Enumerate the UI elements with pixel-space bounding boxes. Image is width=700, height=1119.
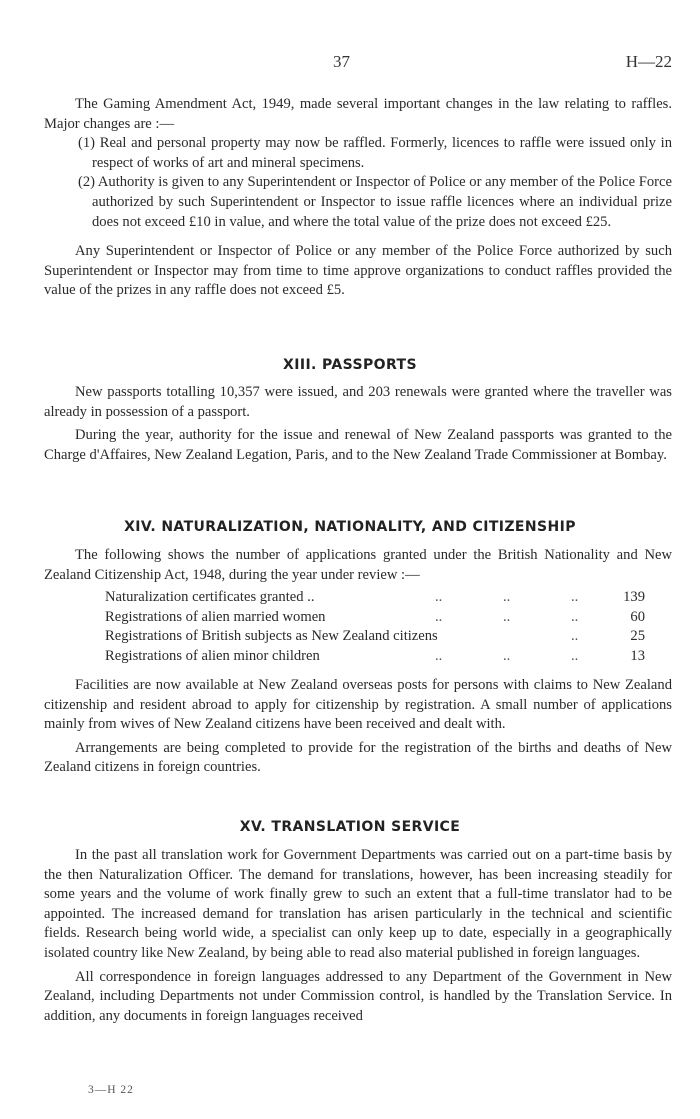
row-leader: .. <box>435 589 443 605</box>
row-leader: .. <box>571 647 579 664</box>
row-label: Registrations of alien married women <box>105 608 326 625</box>
row-value: 25 <box>630 628 645 645</box>
row-value: 139 <box>623 589 645 605</box>
row-leader: .. <box>571 628 579 645</box>
row-leader: .. <box>435 647 443 664</box>
table-row <box>105 588 645 608</box>
section-heading-naturalization: XIV. NATURALIZATION, NATIONALITY, AND CITIZENSHIP <box>124 519 576 535</box>
row-leader: .. <box>571 589 579 605</box>
raffles-item-1: (1) Real and personal property may now be raffled. Formerly, licences to raffle were issued only in respect of works of art and mineral specimens. <box>78 135 672 171</box>
passports-section <box>44 383 672 465</box>
row-label: Registrations of alien minor children <box>105 647 320 664</box>
naturalization-section <box>44 676 672 778</box>
row-leader: .. <box>435 608 443 625</box>
applications-table <box>105 588 645 666</box>
row-value: 13 <box>630 647 645 664</box>
row-leader: .. <box>571 608 579 625</box>
row-leader: .. <box>503 647 511 664</box>
passports-paragraph-2: During the year, authority for the issue and renewal of New Zealand passports was granted to the Charge d'Affaires, New Zealand Legation, Paris, and to the New Zealand Trade Commissioner at Bombay. <box>44 427 672 463</box>
printer-signature: 3—H 22 <box>88 1084 134 1096</box>
passports-paragraph-1: New passports totalling 10,357 were issued, and 203 renewals were granted where the traveller was already in possession of a passport. <box>44 384 672 420</box>
table-row <box>105 608 645 628</box>
row-leader: .. <box>503 589 511 605</box>
table-row <box>105 627 645 647</box>
row-leader: .. <box>503 608 511 625</box>
naturalization-intro: The following shows the number of applications granted under the British Nationality and New Zealand Citizenship Act, 1948, during the year under review :— <box>44 547 672 583</box>
table-row <box>105 647 645 667</box>
section-heading-passports: XIII. PASSPORTS <box>283 357 417 373</box>
row-label: Naturalization certificates granted .. <box>105 589 315 605</box>
section-heading-translation: XV. TRANSLATION SERVICE <box>239 819 461 835</box>
naturalization-paragraph-1: Facilities are now available at New Zealand overseas posts for persons with claims to New Zealand citizenship and resident abroad to apply for citizenship by registration. A small number of applications mainly from wives of New Zealand citizens have been received and dealt with. <box>44 677 672 733</box>
raffles-paragraph: Any Superintendent or Inspector of Police or any member of the Police Force authorized by such Superintendent or Inspector may from time to time approve organizations to conduct raffles provided the value of the prizes in any raffle does not exceed £5. <box>44 243 672 299</box>
page-number: 37 <box>333 52 350 71</box>
translation-paragraph-1: In the past all translation work for Government Departments was carried out on a part-time basis by the then Naturalization Officer. The demand for translations, however, has been increasing steadily for some years and the volume of work finally grew to such an extent that a full-time translator had to be appointed. The increased demand for translation has arisen particularly in the technical and scientific fields. Research being world wide, a specialist can only keep up to date, especially in a geographically isolated country like New Zealand, by being able to read also material published in foreign languages. <box>44 847 672 961</box>
raffles-section <box>44 95 672 301</box>
translation-section <box>44 846 672 1026</box>
document-reference: H—22 <box>625 52 672 71</box>
naturalization-paragraph-2: Arrangements are being completed to provide for the registration of the births and deaths of New Zealand citizens in foreign countries. <box>44 739 672 776</box>
translation-paragraph-2: All correspondence in foreign languages addressed to any Department of the Government in New Zealand, including Departments not under Commission control, is handled by the Translation Service. In addition, any documents in foreign languages received <box>44 968 672 1024</box>
row-value: 60 <box>630 608 645 625</box>
row-label: Registrations of British subjects as New Zealand citizens <box>105 628 438 645</box>
raffles-item-2: (2) Authority is given to any Superintendent or Inspector of Police or any member of the Police Force authorized by such Superintendent or Inspector to issue raffle licences where an individual prize does not exceed £10 in value, and where the total value of the prize does not exceed £25. <box>78 174 672 230</box>
naturalization-intro-block <box>44 546 672 585</box>
raffles-intro: The Gaming Amendment Act, 1949, made several important changes in the law relating to raffles. Major changes are :— <box>44 96 672 132</box>
